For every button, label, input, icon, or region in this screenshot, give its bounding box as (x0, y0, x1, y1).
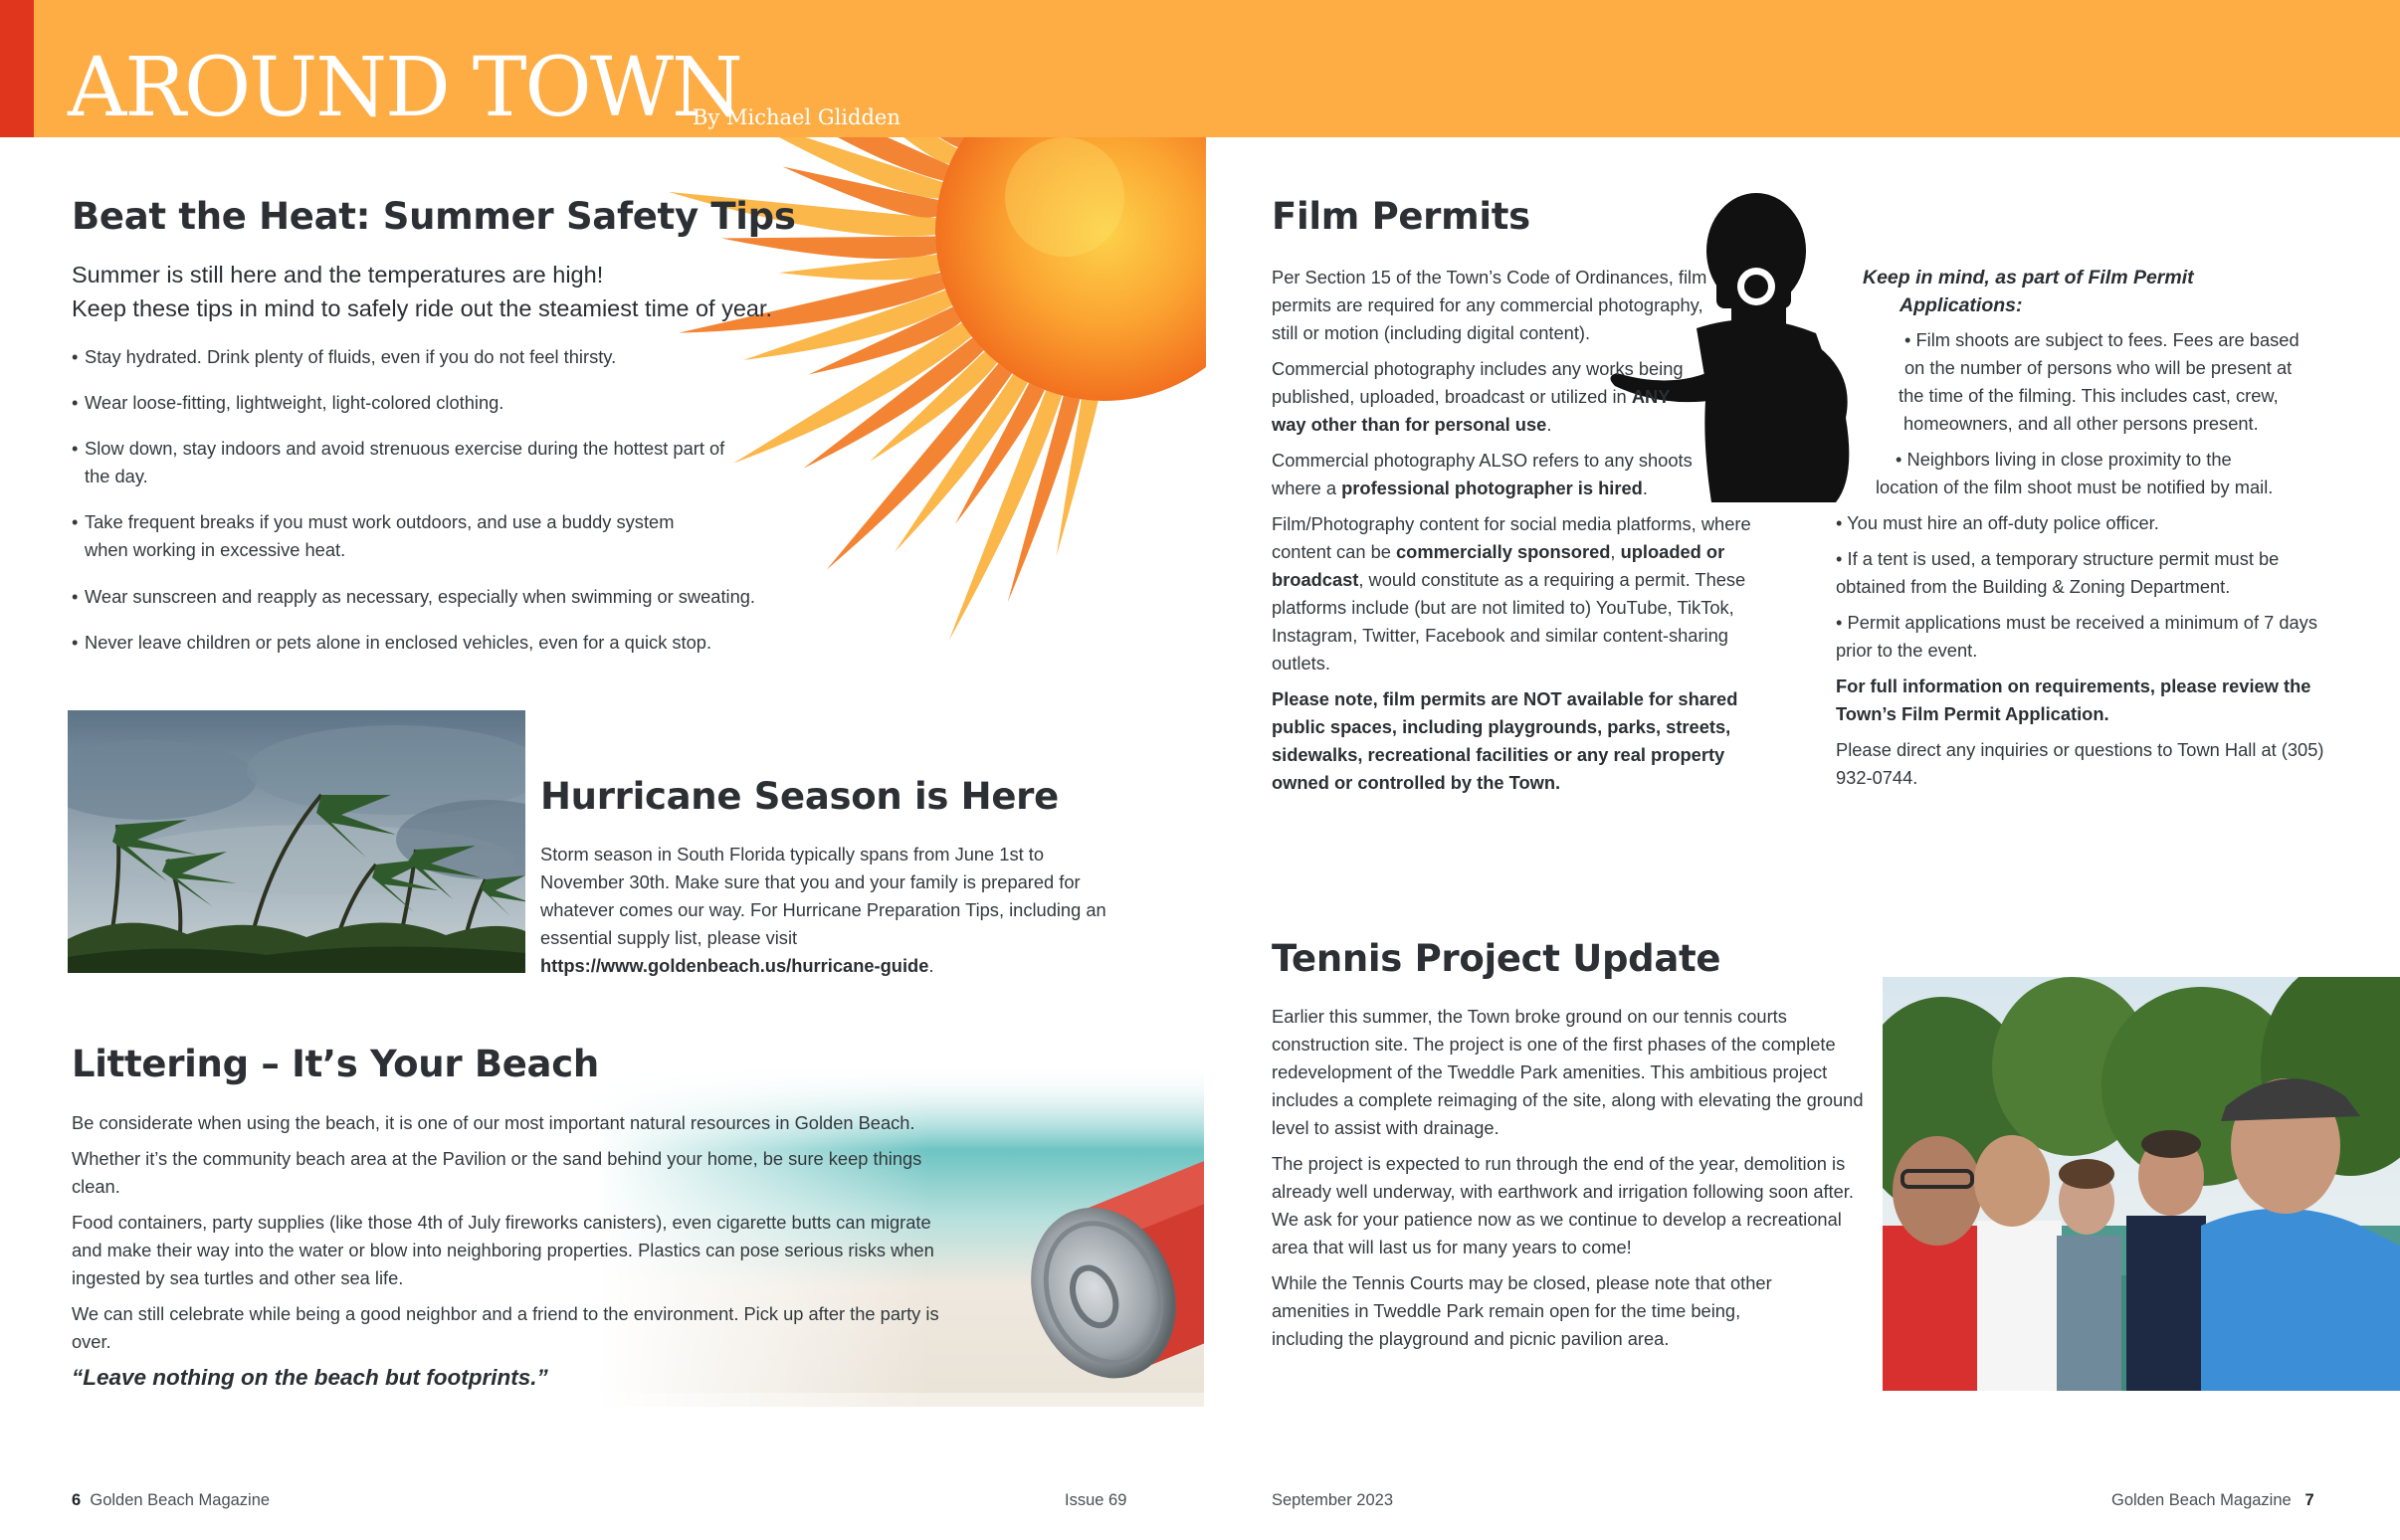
header-accent-bar (0, 0, 34, 137)
film-paragraph: Commercial photography ALSO refers to any shoots where a professional photographer is hired. (1272, 450, 1693, 498)
film-requirement: • Neighbors living in close proximity to the location of the film shoot must be notified by mail. (1876, 449, 2274, 497)
littering-paragraph: We can still celebrate while being a good neighbor and a friend to the environment. Pick up after the party is over. (72, 1303, 939, 1352)
keep-in-mind-heading: Keep in mind, as part of Film Permit Applications: (1863, 267, 2194, 316)
littering-body (72, 1109, 997, 1392)
littering-quote: “Leave nothing on the beach but footprints.” (72, 1365, 548, 1390)
film-requirement: • Film shoots are subject to fees. Fees are based on the number of persons who will be present at the time of the filming. This includes cast, crew, homeowners, and all other persons present. (1899, 329, 2300, 434)
heat-intro-line-1: Summer is still here and the temperatures are high! (72, 262, 604, 288)
film-contact: Please direct any inquiries or questions to Town Hall at (305) 932-0744. (1836, 739, 2324, 788)
tennis-paragraph: While the Tennis Courts may be closed, please note that other amenities in Tweddle Park remain open for the time being, including the playground and picnic pavilion area. (1272, 1272, 1772, 1349)
tennis-team-photo (1883, 977, 2400, 1391)
tennis-paragraph: The project is expected to run through the end of the year, demolition is already well underway, with earthwork and irrigation following soon after. We ask for your patience now as we continue to develop a recreational area that will last us for many years to come! (1272, 1153, 1854, 1257)
heat-tip: • Slow down, stay indoors and avoid strenuous exercise during the hottest part of the day. (72, 438, 725, 486)
littering-paragraph: Whether it’s the community beach area at the Pavilion or the sand behind your home, be sure keep things clean. (72, 1148, 922, 1197)
film-requirement: • Permit applications must be received a minimum of 7 days prior to the event. (1836, 612, 2317, 661)
magazine-name-left: Golden Beach Magazine (90, 1491, 271, 1509)
film-full-info: For full information on requirements, please review the Town’s Film Permit Application. (1836, 675, 2311, 724)
heat-title: Beat the Heat: Summer Safety Tips (72, 195, 796, 238)
heat-intro-line-2: Keep these tips in mind to safely ride out the steamiest time of year. (72, 295, 773, 321)
tennis-title: Tennis Project Update (1272, 937, 1721, 980)
footer-left (72, 1491, 270, 1510)
byline: By Michael Glidden (693, 105, 900, 129)
film-requirement: • If a tent is used, a temporary structure permit must be obtained from the Building & Zoning Department. (1836, 548, 2280, 597)
hurricane-guide-link[interactable]: https://www.goldenbeach.us/hurricane-guide (540, 955, 929, 976)
page-title: AROUND TOWN (68, 41, 741, 135)
footer-issue: Issue 69 (1065, 1491, 1127, 1509)
film-title: Film Permits (1272, 195, 1530, 238)
hurricane-palm-trees-image (68, 710, 525, 973)
tennis-body (1272, 1003, 1869, 1361)
littering-title: Littering – It’s Your Beach (72, 1043, 599, 1085)
film-paragraph: Film/Photography content for social media platforms, where content can be commercially sponsored, uploaded or broadcast, would constitute as a requiring a permit. These platforms include (but are not limited to) YouTube, TikTok, Instagram, Twitter, Facebook and similar content-sharing outlets. (1272, 513, 1751, 674)
page-number-left: 6 (72, 1491, 82, 1509)
littering-paragraph: Be considerate when using the beach, it is one of our most important natural resources in Golden Beach. (72, 1112, 915, 1133)
heat-tip: • Never leave children or pets alone in enclosed vehicles, even for a quick stop. (72, 632, 712, 653)
littering-paragraph: Food containers, party supplies (like those 4th of July fireworks canisters), even cigarette butts can migrate and make their way into the water or blow into neighboring properties. Plastics can pose serious risks when ingested by sea turtles and other sea life. (72, 1212, 934, 1288)
footer-date: September 2023 (1272, 1491, 1394, 1509)
heat-tip: • Wear loose-fitting, lightweight, light-colored clothing. (72, 392, 504, 413)
film-body-left (1272, 264, 1751, 805)
film-paragraph: Commercial photography includes any works being published, uploaded, broadcast or utilized in ANY way other than for personal use. (1272, 358, 1684, 435)
heat-tip: • Stay hydrated. Drink plenty of fluids, even if you do not feel thirsty. (72, 346, 617, 367)
film-notice: Please note, film permits are NOT available for shared public spaces, including playgrounds, parks, streets, sidewalks, recreational facilities or any real property owned or controlled by the Town. (1272, 688, 1738, 793)
footer-right (2111, 1491, 2314, 1510)
page-number-right: 7 (2304, 1491, 2314, 1509)
heat-tip: • Wear sunscreen and reapply as necessary, especially when swimming or sweating. (72, 586, 756, 607)
film-requirement: • You must hire an off-duty police officer. (1836, 512, 2159, 533)
heat-tip: • Take frequent breaks if you must work outdoors, and use a buddy system when working in excessive heat. (72, 511, 675, 560)
magazine-name-right: Golden Beach Magazine (2111, 1491, 2292, 1509)
hurricane-title: Hurricane Season is Here (540, 775, 1059, 818)
hurricane-body: Storm season in South Florida typically spans from June 1st to November 30th. Make sure that you and your family is prepared for whatever comes our way. For Hurricane Preparation Tips, including an essential supply list, please visit https://www.goldenbeach.us/hurricane-guide. (540, 844, 1106, 976)
tennis-paragraph: Earlier this summer, the Town broke ground on our tennis courts construction site. The project is one of the first phases of the complete redevelopment of the Tweddle Park amenities. This ambitious project includes a complete reimaging of the site, along with elevating the ground level to assist with drainage. (1272, 1006, 1864, 1138)
film-body-right (1836, 264, 2353, 792)
film-paragraph: Per Section 15 of the Town’s Code of Ordinances, film permits are required for any commercial photography, still or motion (including digital content). (1272, 267, 1707, 343)
